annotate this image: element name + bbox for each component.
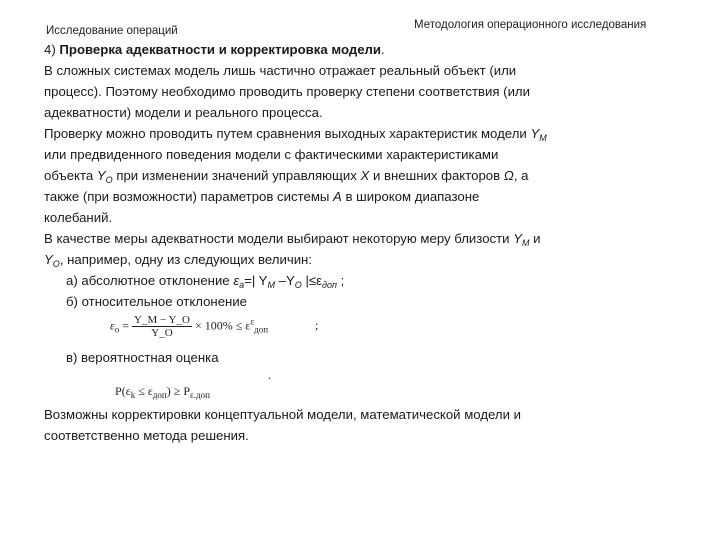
paragraph2-line1: Проверку можно проводить путем сравнения выходных характеристик модели $Y_M$ bbox=[44, 126, 547, 143]
paragraph4-line1: Возможны корректировки концептуальной модели, математической модели и bbox=[44, 407, 521, 422]
item-b: б) относительное отклонение bbox=[66, 294, 248, 309]
paragraph3-line1: В качестве меры адекватности модели выбирают некоторую меру близости $Y_M$ и bbox=[44, 231, 541, 248]
item-a: а) абсолютное отклонение $\varepsilon_a=|$ $Y_M$ $-Y_O$ $|\le\varepsilon_{доп}$ ; bbox=[66, 273, 345, 290]
paragraph2-line5: колебаний. bbox=[44, 210, 113, 225]
formula-c-dot: . bbox=[268, 368, 271, 382]
header-left-title: Исследование операций bbox=[46, 25, 178, 37]
probabilistic-estimate-formula: $P(\varepsilon_k \le \varepsilon_{доп}) \ge P_{\varepsilon.доп}$ bbox=[115, 384, 210, 400]
paragraph1-line2: процесс). Поэтому необходимо проводить проверку степени соответствия (или bbox=[44, 84, 530, 99]
paragraph2-line3: объекта $Y_O$ при изменении значений управляющих X и внешних факторов Ω, а bbox=[44, 168, 529, 185]
formula-fraction: $\frac{Y\_M - Y\_O}{Y\_O}$ bbox=[134, 314, 190, 339]
section-title: Проверка адекватности и корректировка модели bbox=[59, 42, 382, 57]
paragraph2-line2: или предвиденного поведения модели с фактическими характеристиками bbox=[44, 147, 499, 162]
relative-deviation-formula: $\varepsilon_o$ = $\frac{Y\_M - Y\_O}{Y\_O}$ × $100\% \le \varepsilon^\varepsilon_{доп}$ ; bbox=[110, 314, 319, 339]
paragraph1-line1: В сложных системах модель лишь частично отражает реальный объект (или bbox=[44, 63, 517, 78]
header-right-title: Методология операционного исследования bbox=[414, 19, 647, 31]
paragraph1-line3: адекватности) модели и реального процесса. bbox=[44, 105, 323, 120]
paragraph3-line2: $Y_O$, например, одну из следующих величин: bbox=[44, 252, 313, 269]
section-heading: 4) Проверка адекватности и корректировка модели. bbox=[44, 42, 385, 57]
paragraph2-line4: также (при возможности) параметров системы A в широком диапазоне bbox=[44, 189, 480, 204]
paragraph4-line2: соответственно метода решения. bbox=[44, 428, 249, 443]
item-c: в) вероятностная оценка bbox=[66, 350, 219, 365]
